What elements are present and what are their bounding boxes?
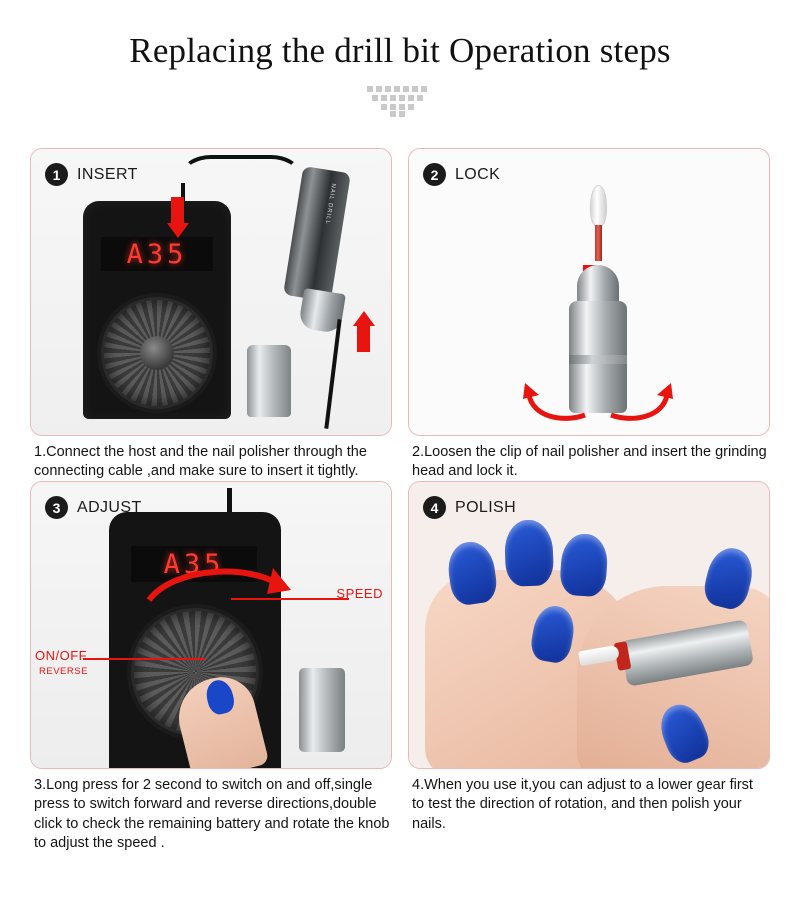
host-device-body (83, 201, 231, 419)
drill-bit-cap (247, 345, 291, 417)
step-panel-3 (30, 481, 392, 769)
step-badge-1: 1 (45, 163, 68, 186)
step-label-4: POLISH (455, 498, 517, 516)
step-1-header (45, 163, 138, 186)
step-cell-4 (400, 481, 778, 853)
annotation-onoff: ON/OFF (35, 648, 88, 664)
step-caption-1: 1.Connect the host and the nail polisher through the connecting cable ,and make sure to insert it tightly. (34, 444, 367, 480)
rotation-arrows-icon (523, 365, 673, 425)
step-panel-4 (408, 481, 770, 769)
step-3-header (45, 496, 142, 519)
step-cell-2 (400, 148, 778, 481)
onoff-lead-line (83, 658, 205, 659)
step-cell-1 (22, 148, 400, 481)
annotation-reverse: REVERSE (39, 666, 88, 678)
polisher-ring (569, 355, 627, 364)
arrow-down-icon (171, 197, 186, 238)
host-display-value: A35 (126, 238, 188, 270)
speed-lead-line (231, 598, 349, 599)
grinding-head-bit (590, 185, 607, 227)
step-badge-3: 3 (45, 496, 68, 519)
step-caption-2: 2.Loosen the clip of nail polisher and insert the grinding head and lock it. (412, 444, 767, 480)
host-display-value: A35 (163, 548, 225, 580)
drill-bit-cap (299, 668, 345, 752)
step-label-1: INSERT (77, 165, 138, 183)
fingernail (504, 519, 554, 587)
step-caption-3: 3.Long press for 2 second to switch on and off,single press to switch forward and reverse directions,double click to check the remaining battery and rotate the knob to adjust the speed . (34, 777, 390, 851)
host-display (101, 237, 213, 271)
host-knob (101, 297, 213, 409)
step-4-header (423, 496, 516, 519)
diamond-cluster-ornament (365, 84, 435, 118)
steps-grid (22, 148, 778, 853)
step-caption-4: 4.When you use it,you can adjust to a lower gear first to test the direction of rotation, and then polish your nails. (412, 777, 753, 832)
step-cell-3 (22, 481, 400, 853)
knob-rotation-arrow-icon (139, 560, 299, 610)
grinding-head-shank (595, 225, 602, 261)
annotation-speed: SPEED (336, 586, 383, 602)
step-panel-1 (30, 148, 392, 436)
step-2-header (423, 163, 500, 186)
page-title: Replacing the drill bit Operation steps (129, 31, 671, 70)
arrow-up-icon (357, 311, 372, 352)
connecting-cable-curve (181, 155, 301, 195)
step-panel-2 (408, 148, 770, 436)
step-label-3: ADJUST (77, 498, 142, 516)
handpiece-brand-text: NAIL DRILL (323, 182, 337, 226)
step-label-2: LOCK (455, 165, 501, 183)
step-badge-4: 4 (423, 496, 446, 519)
step-badge-2: 2 (423, 163, 446, 186)
